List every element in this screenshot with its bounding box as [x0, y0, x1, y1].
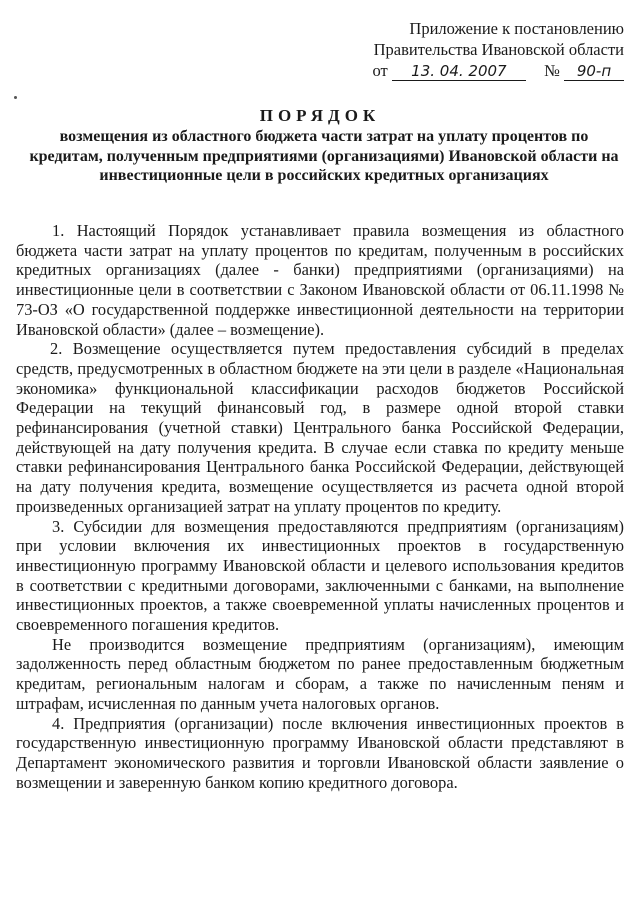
scan-speck: [14, 96, 17, 99]
document-title: ПОРЯДОК: [259, 106, 381, 125]
paragraph-3-continued: Не производится возмещение предприятиям (организациям), имеющим задолженность перед областным бюджетом по ранее предоставленным бюджетным кредитам, региональным налогам и сборам, а также по начисленным пеням и штрафам, исчисленная по данным учета налоговых органов.: [16, 634, 624, 713]
appendix-line-1: Приложение к постановлению: [409, 19, 624, 38]
paragraph-1: 1. Настоящий Порядок устанавливает правила возмещения из областного бюджета части затрат на уплату процентов по кредитам, полученным в российских кредитных организациях (далее - банки) предприятиями (организациями) на инвестиционные цели в соответствии с Законом Ивановской области от 06.11.1998 № 73-ОЗ «О государственной поддержке инвестиционной деятельности на территории Ивановской области» (далее – возмещение).: [16, 221, 624, 339]
from-label: от: [372, 61, 388, 80]
paragraph-4: 4. Предприятия (организации) после включения инвестиционных проектов в государственную инвестиционную программу Ивановской области представляют в Департамент экономического развития и торговли Ивановской области заявление о возмещении и заверенную банком копию кредитного договора.: [16, 713, 624, 792]
paragraph-2: 2. Возмещение осуществляется путем предоставления субсидий в пределах средств, предусмотренных в областном бюджете на эти цели в разделе «Национальная экономика» функциональной классификации расходов бюджетов Российской Федерации на текущий финансовый год, в размере одной второй ставки рефинансирования (учетной ставки) Центрального банка Российской Федерации, действующей на дату получения кредита. В случае если ставка по кредиту меньше ставки рефинансирования Центрального банка Российской Федерации, действующей на дату получения кредита, возмещение осуществляется из расчета одной второй произведенных организацией затрат на уплату процентов по кредиту.: [16, 339, 624, 516]
appendix-header: [304, 18, 624, 81]
handwritten-number: 90-п: [564, 62, 624, 81]
appendix-line-3: [304, 60, 624, 81]
appendix-line-2: Правительства Ивановской области: [373, 40, 624, 59]
handwritten-date: 13. 04. 2007: [392, 62, 526, 81]
paragraph-3: 3. Субсидии для возмещения предоставляются предприятиям (организациям) при условии включения их инвестиционных проектов в государственную инвестиционную программу Ивановской области и целевого использования кредитов в соответствии с кредитными договорами, заключенными с банками, на выполнение инвестиционных проектов, а также своевременной уплаты начисленных процентов и своевременного погашения кредитов.: [16, 516, 624, 635]
document-subtitle: возмещения из областного бюджета части затрат на уплату процентов по кредитам, полученным предприятиями (организациями) Ивановской области на инвестиционные цели в российских кредитных организациях: [29, 128, 619, 184]
document-body: [16, 221, 624, 792]
number-label: №: [544, 61, 560, 80]
